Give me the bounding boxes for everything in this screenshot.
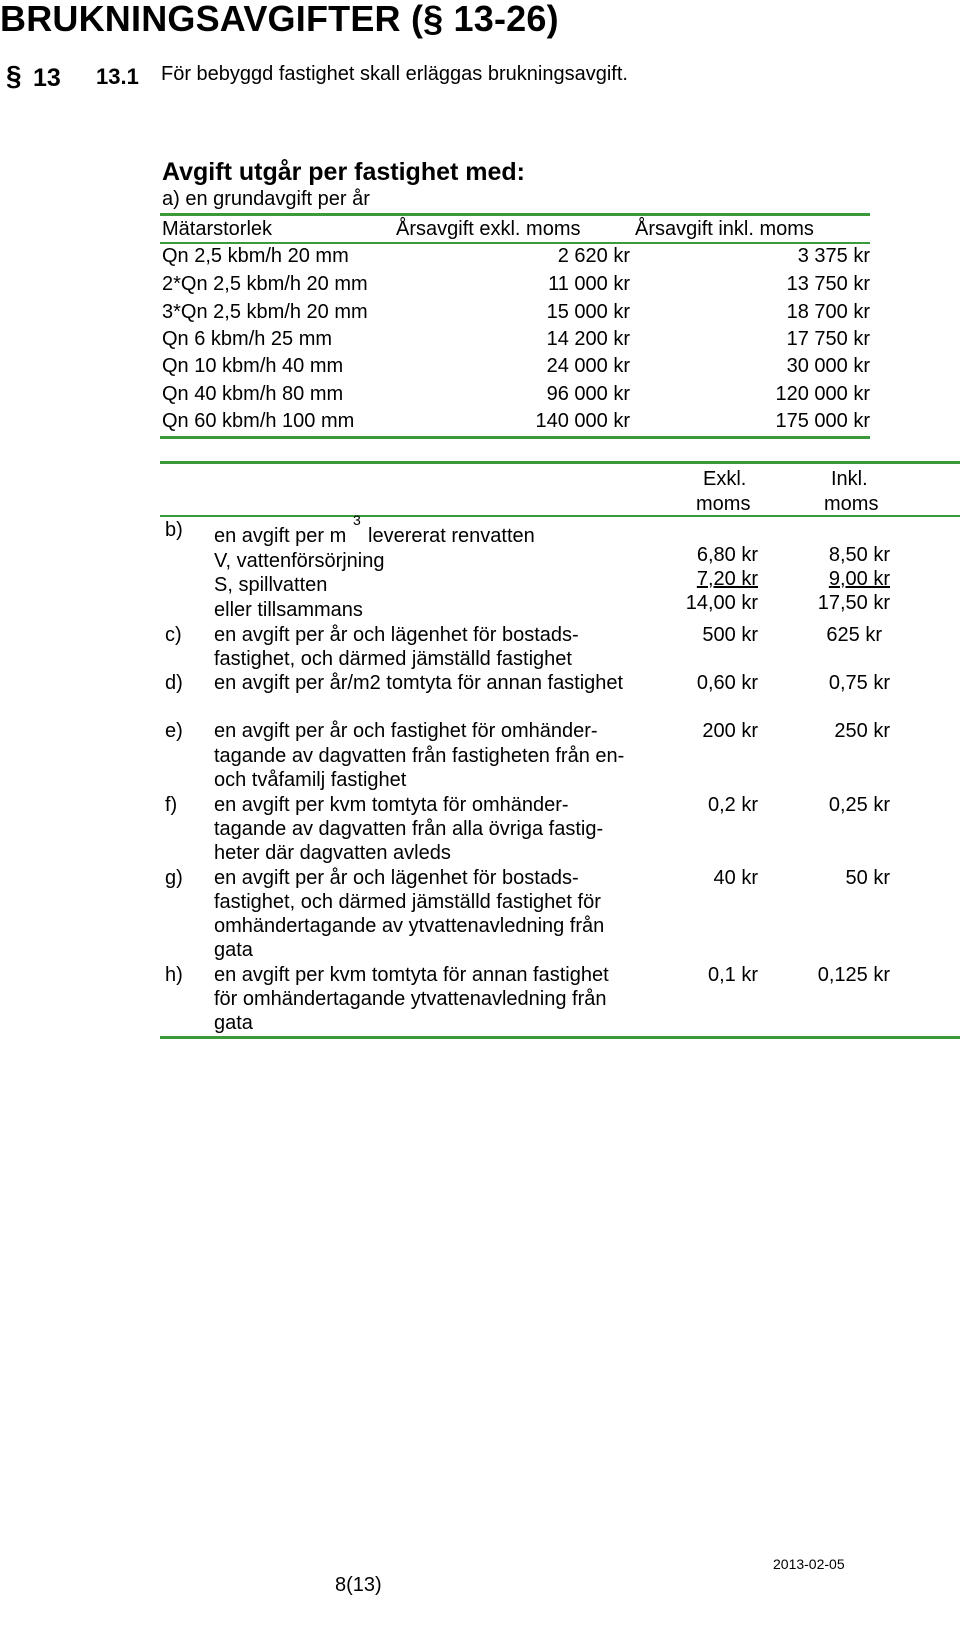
exkl-cell: 2 620 kr: [557, 245, 630, 267]
item-line: gata: [214, 1012, 253, 1034]
inkl-value: 50 kr: [845, 867, 890, 889]
item-letter: d): [165, 672, 183, 694]
exkl-cell: 11 000 kr: [548, 273, 630, 295]
section-number: 13: [33, 64, 61, 92]
section-text: För bebyggd fastighet skall erläggas brukningsavgift.: [161, 63, 628, 85]
table-a-bottom-rule: [160, 436, 870, 439]
table-a-header-exkl: Årsavgift exkl. moms: [396, 218, 581, 240]
header-exkl-line2: moms: [696, 493, 751, 515]
inkl-cell: 13 750 kr: [786, 273, 870, 295]
inkl-cell: 3 375 kr: [797, 245, 870, 267]
inkl-value: 9,00 kr: [828, 568, 890, 590]
page-number: 8(13): [335, 1574, 382, 1596]
inkl-total: 17,50 kr: [817, 592, 890, 614]
fee-subheading: a) en grundavgift per år: [162, 188, 370, 210]
exkl-value: 0,60 kr: [696, 672, 758, 694]
item-letter: f): [165, 794, 178, 816]
paragraph-number: 13.1: [96, 64, 139, 89]
item-line: levererat renvatten: [368, 525, 535, 547]
exkl-cell: 14 200 kr: [546, 328, 630, 350]
inkl-value: 625 kr: [826, 624, 882, 646]
table-a-header-size: Mätarstorlek: [162, 218, 273, 240]
document-date: 2013-02-05: [773, 1556, 845, 1572]
inkl-cell: 175 000 kr: [775, 410, 870, 432]
exkl-total: 14,00 kr: [685, 592, 758, 614]
exkl-value: 6,80 kr: [696, 544, 758, 566]
section-symbol: §: [6, 60, 22, 91]
item-line: tagande av dagvatten från alla övriga fastig-: [214, 818, 604, 840]
size-cell: Qn 2,5 kbm/h 20 mm: [162, 245, 349, 267]
exkl-value: 500 kr: [702, 624, 758, 646]
item-line: S, spillvatten: [214, 574, 328, 596]
size-cell: 3*Qn 2,5 kbm/h 20 mm: [162, 301, 368, 323]
exkl-cell: 24 000 kr: [546, 355, 630, 377]
item-letter: h): [165, 964, 183, 986]
item-line: fastighet, och därmed jämställd fastighet för: [214, 891, 601, 913]
exkl-value: 0,2 kr: [707, 794, 758, 816]
size-cell: Qn 6 kbm/h 25 mm: [162, 328, 333, 350]
item-line: fastighet, och därmed jämställd fastighet: [214, 648, 572, 670]
size-cell: Qn 40 kbm/h 80 mm: [162, 383, 344, 405]
header-inkl-line2: moms: [824, 493, 879, 515]
exkl-value: 7,20 kr: [696, 568, 758, 590]
size-cell: 2*Qn 2,5 kbm/h 20 mm: [162, 273, 368, 295]
exkl-value: 0,1 kr: [707, 964, 758, 986]
item-line: V, vattenförsörjning: [214, 550, 385, 572]
size-cell: Qn 60 kbm/h 100 mm: [162, 410, 355, 432]
item-letter: c): [165, 624, 182, 646]
table-a-top-rule: [160, 213, 870, 216]
table-b-bottom-rule: [160, 1036, 960, 1039]
exkl-cell: 96 000 kr: [546, 383, 630, 405]
item-letter: e): [165, 720, 183, 742]
item-letter: g): [165, 867, 183, 889]
header-exkl-line1: Exkl.: [703, 468, 747, 490]
size-cell: Qn 10 kbm/h 40 mm: [162, 355, 344, 377]
table-b-top-rule: [160, 461, 960, 464]
item-letter: b): [165, 519, 183, 541]
page-title: BRUKNINGSAVGIFTER (§ 13-26): [0, 0, 559, 39]
item-line: omhändertagande av ytvattenavledning från: [214, 915, 605, 937]
item-line: en avgift per m: [214, 525, 347, 547]
exkl-cell: 140 000 kr: [535, 410, 630, 432]
inkl-cell: 18 700 kr: [786, 301, 870, 323]
item-line: och tvåfamilj fastighet: [214, 769, 407, 791]
exkl-cell: 15 000 kr: [546, 301, 630, 323]
exkl-value: 200 kr: [702, 720, 758, 742]
item-line: en avgift per år och lägenhet för bostads-: [214, 867, 579, 889]
item-line: tagande av dagvatten från fastigheten från en-: [214, 745, 625, 767]
item-line: en avgift per kvm tomtyta för annan fastighet: [214, 964, 609, 986]
table-a-header-inkl: Årsavgift inkl. moms: [635, 218, 814, 240]
item-line: en avgift per år och lägenhet för bostads-: [214, 624, 579, 646]
header-inkl-line1: Inkl.: [831, 468, 868, 490]
inkl-cell: 17 750 kr: [786, 328, 870, 350]
exkl-value: 40 kr: [713, 867, 758, 889]
superscript-3: 3: [353, 512, 361, 528]
inkl-value: 250 kr: [834, 720, 890, 742]
item-line: för omhändertagande ytvattenavledning från: [214, 988, 607, 1010]
table-a-header-rule: [160, 242, 870, 244]
inkl-value: 0,75 kr: [828, 672, 890, 694]
inkl-value: 8,50 kr: [828, 544, 890, 566]
inkl-cell: 120 000 kr: [775, 383, 870, 405]
inkl-value: 0,25 kr: [828, 794, 890, 816]
inkl-value: 0,125 kr: [817, 964, 890, 986]
fee-heading: Avgift utgår per fastighet med:: [162, 158, 525, 186]
item-line: en avgift per kvm tomtyta för omhänder-: [214, 794, 569, 816]
item-line: en avgift per år och fastighet för omhänder-: [214, 720, 598, 742]
item-line: gata: [214, 939, 253, 961]
item-line: eller tillsammans: [214, 599, 363, 621]
item-line: heter där dagvatten avleds: [214, 842, 451, 864]
item-line: en avgift per år/m2 tomtyta för annan fastighet: [214, 672, 624, 694]
table-b-header-rule: [160, 515, 960, 517]
inkl-cell: 30 000 kr: [786, 355, 870, 377]
